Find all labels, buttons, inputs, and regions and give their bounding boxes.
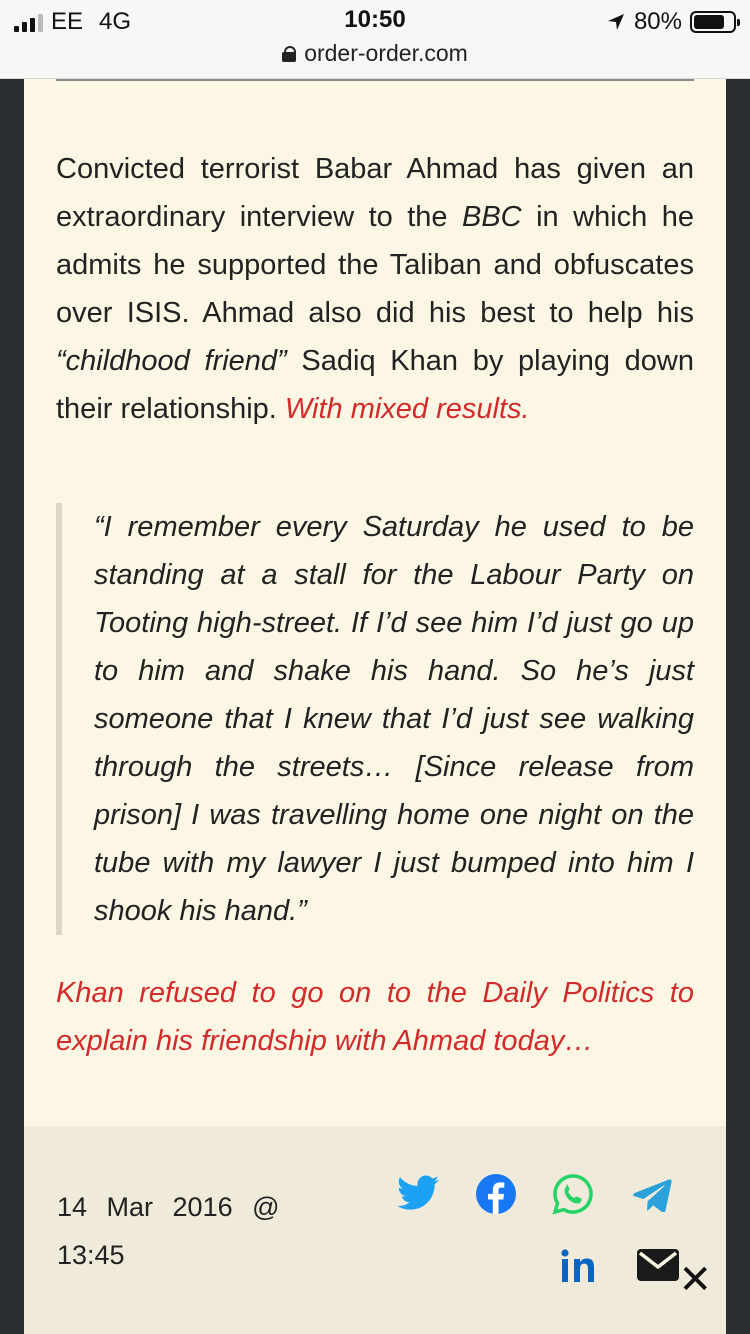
location-arrow-icon — [606, 12, 626, 32]
battery-percent: 80% — [633, 8, 682, 35]
lock-icon — [282, 46, 296, 62]
intro-paragraph — [56, 145, 694, 433]
carrier-label: EE — [51, 8, 84, 35]
url-text[interactable]: order-order.com — [304, 40, 468, 66]
blockquote: “I remember every Saturday he used to be standing at a stall for the Labour Party on Tooting high-street. If I’d see him I’d just go up to him and shake his hand. So he’s just someone that I knew that I’d just see walking through the streets… [Since release from prison] I was travelling home one night on the tube with my lawyer I just bumped into him I shook his hand.” — [56, 503, 694, 935]
bbc-text: BBC — [462, 201, 522, 233]
whatsapp-icon[interactable] — [552, 1173, 594, 1215]
status-right — [606, 8, 736, 36]
mixed-results-link[interactable]: With mixed results. — [284, 393, 530, 425]
address-bar[interactable] — [0, 40, 750, 67]
email-icon[interactable] — [636, 1248, 680, 1282]
intro-text-3: Sadiq Khan by playing down their relationship. — [56, 345, 694, 425]
intro-text-1: Convicted terrorist Babar Ahmad has given an extraordinary interview to the — [56, 153, 694, 233]
facebook-icon[interactable] — [476, 1174, 516, 1214]
article-card — [24, 79, 726, 1334]
daily-politics-link[interactable]: Khan refused to go on to the Daily Politics to explain his friendship with Ahmad today… — [56, 977, 694, 1057]
divider — [56, 79, 694, 81]
article-body — [56, 145, 694, 433]
network-label: 4G — [99, 8, 132, 35]
ios-status-bar — [0, 0, 750, 79]
post-date: 14 Mar 2016 @ 13:45 — [57, 1192, 280, 1270]
close-icon[interactable]: ✕ — [678, 1258, 712, 1302]
telegram-icon[interactable] — [632, 1178, 672, 1212]
article-footer — [24, 1126, 726, 1334]
childhood-friend-text: “childhood friend” — [56, 345, 287, 377]
battery-icon — [690, 11, 736, 33]
intro-text-2: in which he admits he supported the Taliban and obfuscates over ISIS. Ahmad also did his best to help his — [56, 201, 694, 329]
twitter-icon[interactable] — [397, 1175, 439, 1211]
linkedin-icon[interactable] — [560, 1248, 600, 1284]
clock: 10:50 — [344, 6, 406, 33]
